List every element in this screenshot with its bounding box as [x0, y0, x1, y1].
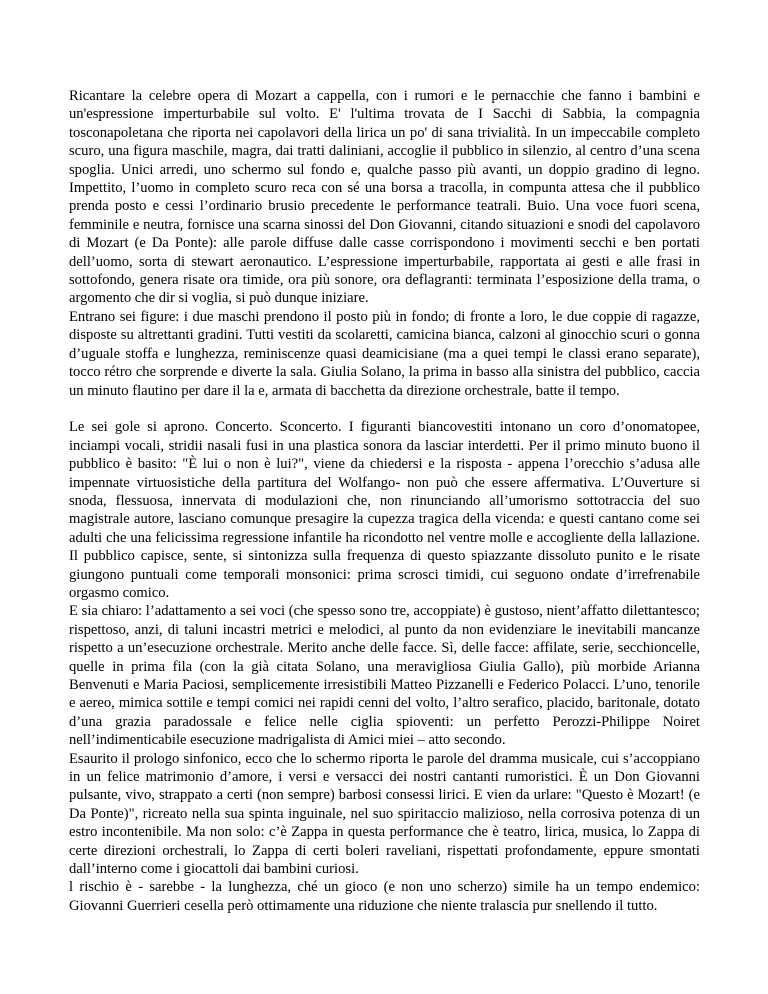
paragraph-adaptation: E sia chiaro: l’adattamento a sei voci (che spesso sono tre, accoppiate) è gustoso, nient’affatto dilettantesco; rispettoso, anzi, di taluni incastri metrici e melodici, al punto da non evidenziare le inevitabili mancanze rispetto a un’esecuzione orchestrale. Merito anche delle facce. Sì, delle facce: affilate, serie, secchioncelle, quelle in prima fila (con la già citata Solano, una meravigliosa Giulia Gallo), più morbide Arianna Benvenuti e Maria Paciosi, semplicemente irresistibili Matteo Pizzanelli e Federico Polacci. L’uno, tenorile e aereo, mimica sottile e tempi comici nei rapidi cenni del volto, l’altro serafico, placido, baritonale, dotato d’una grazia paradossale e felice nelle ciglia spioventi: un perfetto Perozzi-Philippe Noiret nell’indimenticabile esecuzione madrigalista di Amici miei – atto secondo.	[69, 603, 700, 749]
paragraph-risk: l rischio è - sarebbe - la lunghezza, ché un gioco (e non uno scherzo) simile ha un tempo endemico: Giovanni Guerrieri cesella però ottimamente una riduzione che niente tralascia pur snellendo il tutto.	[69, 879, 700, 914]
paragraph-prologue: Esaurito il prologo sinfonico, ecco che lo schermo riporta le parole del dramma musicale, cui s’accoppiano in un felice matrimonio d’amore, i versi e versacci dei nostri cantanti rumoristici. È un Don Giovanni pulsante, vivo, strappato a certi (non sempre) barbosi consessi lirici. E vien da urlare: "Questo è Mozart! (e Da Ponte)", ricreato nella sua spinta inguinale, nel suo spiritaccio malizioso, nella corrosiva potenza di un estro incontenibile. Ma non solo: c’è Zappa in questa performance che è teatro, lirica, musica, lo Zappa di certe direzioni orchestrali, lo Zappa di certi boleri raveliani, rispettati profondamente, eppure smontati dall’interno come i giocattoli dai bambini curiosi.	[69, 750, 700, 878]
paragraph-intro: Ricantare la celebre opera di Mozart a cappella, con i rumori e le pernacchie che fanno i bambini e un'espressione imperturbabile sul volto. E' l'ultima trovata de I Sacchi di Sabbia, la compagnia tosconapoletana che riporta nei capolavori della lirica un po' di sana trivialità. In un impeccabile completo scuro, una figura maschile, magra, dai tratti daliniani, accoglie il pubblico in silenzio, al centro d’una scena spoglia. Unici arredi, uno schermo sul fondo e, qualche passo più avanti, un doppio gradino di legno. Impettito, l’uomo in completo scuro reca con sé una borsa a tracolla, in compunta attesa che il pubblico prenda posto e cessi l’ordinario brusio precedente le performance teatrali. Buio. Una voce fuori scena, femminile e neutra, fornisce una scarna sinossi del Don Giovanni, citando situazioni e snodi del capolavoro di Mozart (e Da Ponte): alle parole diffuse dalle casse corrispondono i movimenti secchi e ben portati dell’uomo, sorta di stewart aeronautico. L’espressione imperturbabile, rapportata ai gesti e alle frasi in sottofondo, genera risate ora timide, ora più sonore, ora deflagranti: terminata l’esposizione della trama, o argomento che dir si voglia, si può dunque iniziare.	[69, 88, 700, 307]
paragraph-concert: Le sei gole si aprono. Concerto. Sconcerto. I figuranti biancovestiti intonano un coro d’onomatopee, inciampi vocali, stridii nasali fusi in una plastica sonora da lasciar interdetti. Per il primo minuto buono il pubblico è basito: "È lui o non è lui?", viene da chiedersi e la risposta - appena l’orecchio s’adusa alle impennate virtuosistiche della partitura del Wolfango- non può che essere affermativa. L’Ouverture si snoda, flessuosa, innervata di modulazioni che, non rinunciando all’umorismo sottotraccia del suo magistrale autore, lasciano comunque presagire la cupezza tragica della vicenda: e questi cantano come sei adulti che una felicissima regressione infantile ha ricondotto nel ventre molle e accogliente della lallazione. Il pubblico capisce, sente, si sintonizza sulla frequenza di questo spiazzante dissoluto punito e le risate giungono puntuali come temporali monsonici: prima scrosci timidi, cui seguono ondate d’irrefrenabile orgasmo comico.	[69, 419, 700, 601]
document-body	[69, 87, 700, 915]
paragraph-entrance: Entrano sei figure: i due maschi prendono il posto più in fondo; di fronte a loro, le due coppie di ragazze, disposte su altrettanti gradini. Tutti vestiti da scolaretti, camicina bianca, calzoni al ginocchio scuri o gonna d’uguale stoffa e lunghezza, reminiscenze quasi deamicisiane (ma a quei tempi le classi erano separate), tocco rétro che sorprende e diverte la sala. Giulia Solano, la prima in basso alla sinistra del pubblico, caccia un minuto flautino per dare il la e, armata di bacchetta da direzione orchestrale, batte il tempo.	[69, 308, 700, 399]
